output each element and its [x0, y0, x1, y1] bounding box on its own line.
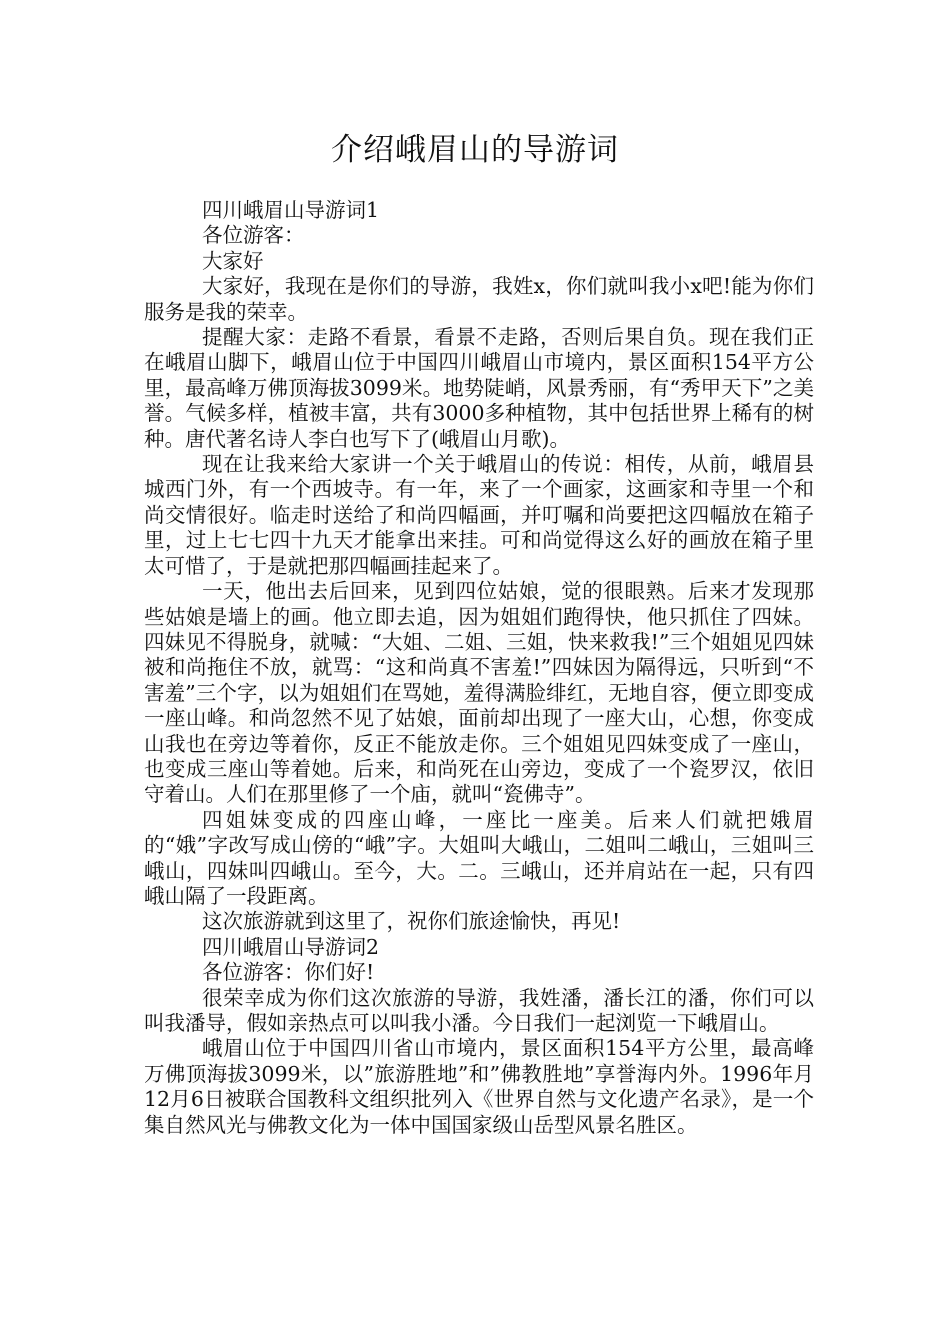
paragraph-intro: 大家好，我现在是你们的导游，我姓x，你们就叫我小x吧!能为你们服务是我的荣幸。: [144, 274, 814, 324]
paragraph-four-peaks: 四姐妹变成的四座山峰，一座比一座美。后来人们就把娥眉的“娥”字改写成山傍的“峨”字。大姐叫大峨山，二姐叫二峨山，三姐叫三峨山，四妹叫四峨山。至今，大。二。三峨山，还并肩站在一起，只有四峨山隔了一段距离。: [144, 807, 814, 908]
document-title: 介绍峨眉山的导游词: [331, 132, 619, 168]
paragraph-hello: 大家好: [202, 248, 264, 273]
paragraph-location: 峨眉山位于中国四川省山市境内，景区面积154平方公里，最高峰万佛顶海拔3099米，以”旅游胜地”和”佛教胜地”享誉海内外。1996年月12月6日被联合国教科文组织批列入《世界自然与文化遗产名录》，是一个集自然风光与佛教文化为一体中国国家级山岳型风景名胜区。: [144, 1036, 814, 1137]
paragraph-greeting-2: 各位游客：你们好!: [202, 960, 375, 985]
document-body: [144, 198, 814, 1138]
paragraph-greeting: 各位游客：: [202, 223, 305, 248]
paragraph-story: 一天，他出去后回来，见到四位姑娘，觉的很眼熟。后来才发现那些姑娘是墙上的画。他立即去追，因为姐姐们跑得快，他只抓住了四妹。四妹见不得脱身，就喊：“大姐、二姐、三姐，快来救我!”三个姐姐见四妹被和尚拖住不放，就骂：“这和尚真不害羞!”四妹因为隔得远，只听到“不害羞”三个字，以为姐姐们在骂她，羞得满脸绯红，无地自容，便立即变成一座山峰。和尚忽然不见了姑娘，面前却出现了一座大山，心想，你变成山我也在旁边等着你，反正不能放走你。三个姐姐见四妹变成了一座山，也变成三座山等着她。后来，和尚死在山旁边，变成了一个瓷罗汉，依旧守着山。人们在那里修了一个庙，就叫“瓷佛寺”。: [144, 579, 814, 807]
paragraph-farewell: 这次旅游就到这里了，祝你们旅途愉快，再见!: [202, 909, 621, 934]
paragraph-heading-2: 四川峨眉山导游词2: [202, 934, 380, 959]
paragraph-reminder: 提醒大家：走路不看景，看景不走路，否则后果自负。现在我们正在峨眉山脚下，峨眉山位于中国四川峨眉山市境内，景区面积154平方公里，最高峰万佛顶海拔3099米。地势陡峭，风景秀丽，有“秀甲天下”之美誉。气候多样，植被丰富，共有3000多种植物，其中包括世界上稀有的树种。唐代著名诗人李白也写下了(峨眉山月歌)。: [144, 325, 814, 451]
paragraph-legend: 现在让我来给大家讲一个关于峨眉山的传说：相传，从前，峨眉县城西门外，有一个西坡寺。有一年，来了一个画家，这画家和寺里一个和尚交情很好。临走时送给了和尚四幅画，并叮嘱和尚要把这四幅放在箱子里，过上七七四十九天才能拿出来挂。可和尚觉得这么好的画放在箱子里太可惜了，于是就把那四幅画挂起来了。: [144, 452, 814, 578]
paragraph-heading-1: 四川峨眉山导游词1: [202, 198, 380, 222]
paragraph-guide-intro: 很荣幸成为你们这次旅游的导游，我姓潘，潘长江的潘，你们可以叫我潘导，假如亲热点可以叫我小潘。今日我们一起浏览一下峨眉山。: [144, 985, 814, 1035]
